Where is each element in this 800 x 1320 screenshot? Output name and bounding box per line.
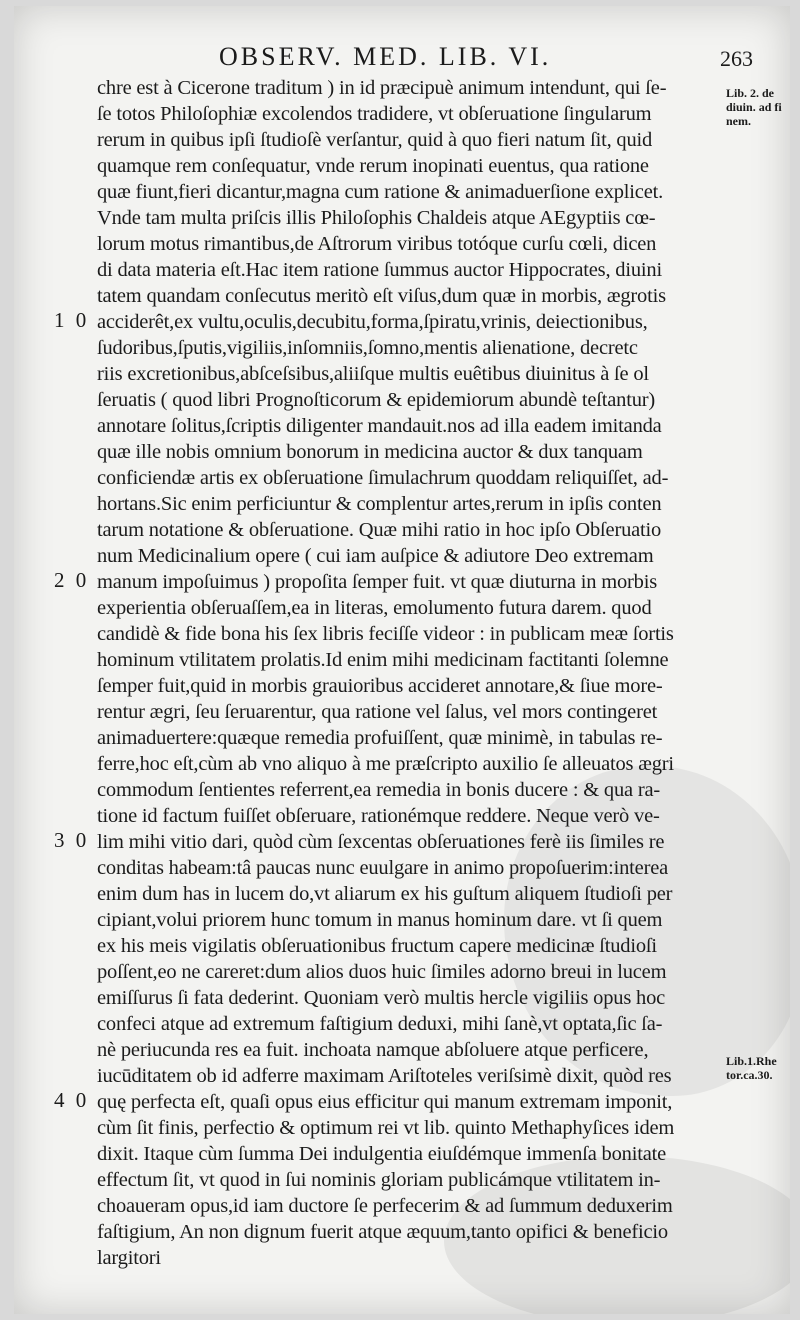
- text-line: lim mihi vitio dari, quòd cùm ſexcentas obſeruationes ferè iis ſimiles re: [97, 831, 665, 853]
- text-line: dixit. Itaque cùm ſumma Dei indulgentia eiuſdémque immenſa bonitate: [97, 1143, 666, 1165]
- text-line: lorum motus rimantibus,de Aſtrorum viribus totóque curſu cœli, dicen: [97, 233, 657, 255]
- text-line: chre est à Cicerone traditum ) in id præcipuè animum intendunt, qui ſe-: [97, 77, 667, 99]
- marginal-note-citation: [726, 1054, 777, 1082]
- text-line: rentur ægri, ſeu ſeruarentur, qua ratione vel ſalus, vel mors contingeret: [97, 701, 658, 723]
- text-line: quæ ille nobis omnium bonorum in medicina auctor & dux tanquam: [97, 441, 643, 463]
- text-line: commodum ſentientes referrent,ea remedia in bonis ducere : & qua ra-: [97, 779, 661, 801]
- text-line: ſe totos Philoſophiæ excolendos tradidere, vt obſeruatione ſingularum: [97, 103, 652, 125]
- body-text: [97, 75, 723, 1297]
- text-line: manum impoſuimus ) propoſita ſemper fuit. vt quæ diuturna in morbis: [97, 571, 657, 593]
- marginal-note-citation: [726, 86, 782, 128]
- text-line: ex his meis vigilatis obſeruationibus fructum capere medicinæ ſtudioſi: [97, 935, 657, 957]
- text-line: nè periucunda res ea fuit. inchoata namque abſoluere atque perficere,: [97, 1039, 649, 1061]
- text-line: acciderêt,ex vultu,oculis,decubitu,forma,ſpiratu,vrinis, deiectionibus,: [97, 311, 648, 333]
- marginal-note-line: Lib.1.Rhe: [726, 1054, 777, 1068]
- marginal-note-line: nem.: [726, 114, 751, 128]
- text-line: faſtigium, An non dignum fuerit atque æquum,tanto opifici & beneficio: [97, 1221, 668, 1243]
- page-number: 263: [720, 46, 753, 71]
- text-line: conficiendæ artis ex obſeruatione ſimulachrum quoddam reliquiſſet, ad-: [97, 467, 669, 489]
- line-number: 4 0: [54, 1088, 90, 1112]
- text-line: hortans.Sic enim perficiuntur & complentur artes,rerum in ipſis conten: [97, 493, 662, 515]
- text-line: enim dum has in lucem do,vt aliarum ex his guſtum aliquem ſtudioſi per: [97, 883, 673, 905]
- text-line: tione id factum fuiſſet obſeruare, rationémque reddere. Neque verò ve-: [97, 805, 660, 827]
- line-number: 2 0: [54, 568, 90, 592]
- text-line: conditas habeam:tâ paucas nunc euulgare in animo propoſuerim:interea: [97, 857, 669, 879]
- marginal-note-line: tor.ca.30.: [726, 1068, 773, 1082]
- text-line: largitori: [97, 1247, 161, 1269]
- text-line: poſſent,eo ne careret:dum alios duos huic ſimiles adorno breui in lucem: [97, 961, 667, 983]
- text-line: effectum ſit, vt quod in ſui nominis gloriam publicámque vtilitatem in-: [97, 1169, 661, 1191]
- text-line: tatem quandam conſecutus meritò eſt viſus,dum quæ in morbis, ægrotis: [97, 285, 666, 307]
- text-line: tarum notatione & obſeruatione. Quæ mihi ratio in hoc ipſo Obſeruatio: [97, 519, 662, 541]
- text-line: Vnde tam multa priſcis illis Philoſophis Chaldeis atque AEgyptiis cœ-: [97, 207, 656, 229]
- text-line: num Medicinalium opere ( cui iam auſpice & adiutore Deo extremam: [97, 545, 654, 567]
- text-line: ſemper fuit,quid in morbis grauioribus accideret annotare,& ſiue more-: [97, 675, 663, 697]
- marginal-note-line: diuin. ad fi: [726, 100, 782, 114]
- text-line: iucūditatem ob id adferre maximam Ariſtoteles veriſsimè dixit, quòd res: [97, 1065, 672, 1087]
- catchword: [97, 1271, 723, 1297]
- running-title: OBSERV. MED. LIB. VI.: [219, 42, 552, 71]
- text-line: di data materia eſt.Hac item ratione ſummus auctor Hippocrates, diuini: [97, 259, 662, 281]
- text-line: confeci atque ad extremum faſtigium deduxi, mihi ſanè,vt optata,ſic ſa-: [97, 1013, 663, 1035]
- line-number: 3 0: [54, 828, 90, 852]
- text-line: quę perfecta eſt, quaſi opus eius efficitur qui manum extremam imponit,: [97, 1091, 673, 1113]
- text-line: rerum in quibus ipſi ſtudioſè verſantur, quid à quo fieri natum ſit, quid: [97, 129, 653, 151]
- text-line: hominum vtilitatem prolatis.Id enim mihi medicinam factitanti ſolemne: [97, 649, 669, 671]
- text-line: riis excretionibus,abſceſsibus,aliiſque multis euêtibus diuinitus à ſe ol: [97, 363, 649, 385]
- text-line: quamque rem conſequatur, vnde rerum inopinati euentus, qua ratione: [97, 155, 649, 177]
- text-line: experientia obſeruaſſem,ea in literas, emolumento futura darem. quod: [97, 597, 652, 619]
- text-line: ſeruatis ( quod libri Prognoſticorum & epidemiorum abundè teſtantur): [97, 389, 655, 411]
- line-number: 1 0: [54, 308, 90, 332]
- text-line: cipiant,volui priorem hunc tomum in manus hominum dare. vt ſi quem: [97, 909, 663, 931]
- text-line: choaueram opus,id iam ductore ſe perfecerim & ad ſummum deduxerim: [97, 1195, 673, 1217]
- text-line: quæ fiunt,fieri dicantur,magna cum ratione & animaduerſione explicet.: [97, 181, 664, 203]
- text-line: annotare ſolitus,ſcriptis diligenter mandauit.nos ad illa eadem imitanda: [97, 415, 662, 437]
- text-line: candidè & fide bona his ſex libris feciſſe videor : in publicam meæ ſortis: [97, 623, 674, 645]
- text-line: ſudoribus,ſputis,vigiliis,inſomniis,ſomno,mentis alienatione, decretc: [97, 337, 638, 359]
- text-line: emiſſurus ſi fata dederint. Quoniam verò multis hercle vigiliis opus hoc: [97, 987, 666, 1009]
- text-line: cùm ſit finis, perfectio & optimum rei vt lib. quinto Methaphyſices idem: [97, 1117, 675, 1139]
- book-page: [14, 6, 790, 1314]
- marginal-note-line: Lib. 2. de: [726, 86, 775, 100]
- text-line: animaduertere:quæque remedia profuiſſent, quæ minimè, in tabulas re-: [97, 727, 663, 749]
- text-line: ferre,hoc eſt,cùm ab vno aliquo à me præſcripto auxilio ſe alleuatos ægri: [97, 753, 674, 775]
